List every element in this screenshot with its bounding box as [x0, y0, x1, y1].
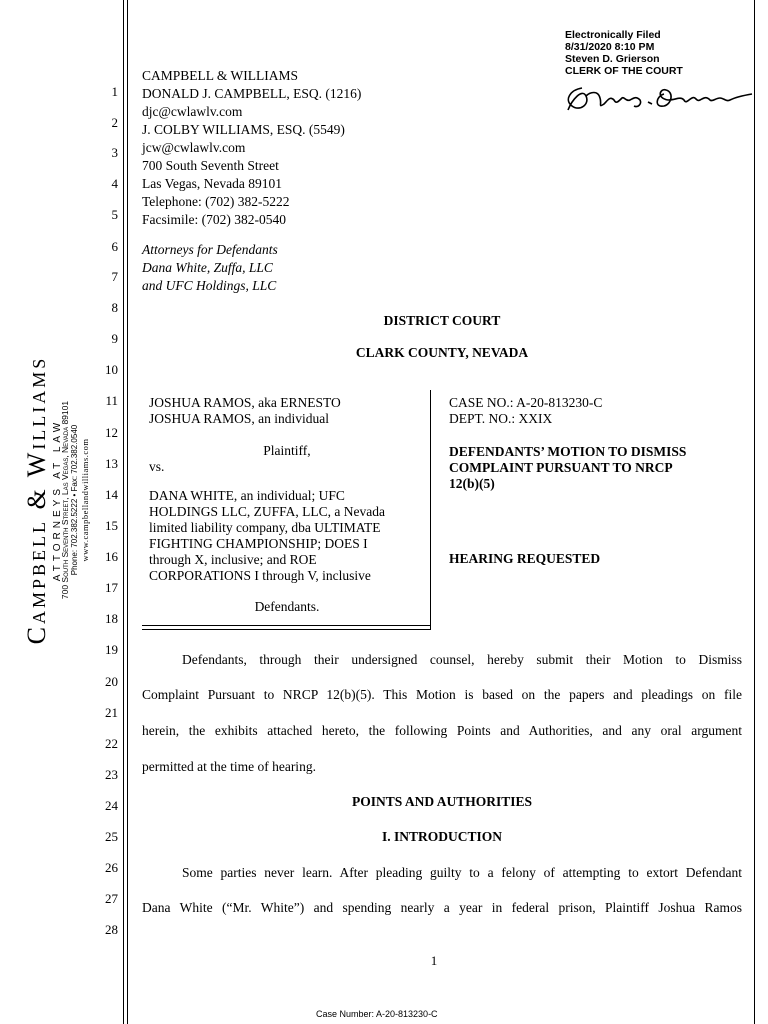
line-number: 28 [105, 922, 118, 937]
attorneys-for-3: and UFC Holdings, LLC [142, 278, 277, 293]
line-number: 13 [105, 456, 118, 471]
caption-bottom-rule-1 [142, 625, 431, 626]
counsel-block [142, 67, 361, 295]
hearing-requested: HEARING REQUESTED [449, 551, 601, 566]
counsel-email-1: djc@cwlawlv.com [142, 104, 243, 119]
counsel-city: Las Vegas, Nevada 89101 [142, 176, 282, 191]
line-number: 19 [105, 642, 118, 657]
line-number: 26 [105, 860, 118, 875]
court-county: CLARK COUNTY, NEVADA [355, 345, 529, 360]
sidebar-phones: Phone: 702.382.5222 • Fax: 702.382.0540 [70, 424, 79, 576]
caption-parties [149, 395, 341, 427]
sidebar-address: 700 South Seventh Street, Las Vegas, Nevada 89101 [60, 400, 70, 600]
sidebar-tagline: ATTORNEYS AT LAW [52, 418, 63, 582]
line-number: 16 [105, 549, 118, 564]
counsel-attorney-2: J. COLBY WILLIAMS, ESQ. (5549) [142, 122, 345, 137]
heading-points-authorities: POINTS AND AUTHORITIES [351, 794, 533, 809]
stamp-line-2: 8/31/2020 8:10 PM [565, 41, 655, 53]
para1-line-2: Complaint Pursuant to NRCP 12(b)(5). This Motion is based on the papers and pleadings on file [142, 687, 742, 702]
para1-line-3: herein, the exhibits attached hereto, the following Points and Authorities, and any oral argument [142, 723, 742, 738]
line-number: 3 [111, 145, 118, 160]
counsel-telephone: Telephone: (702) 382-5222 [142, 194, 290, 209]
caption-vs: vs. [149, 459, 165, 474]
stamp-line-4: CLERK OF THE COURT [565, 65, 683, 77]
defendant-line-4: FIGHTING CHAMPIONSHIP; DOES I [149, 536, 368, 551]
heading-introduction: I. INTRODUCTION [381, 829, 503, 844]
motion-title-line-1: DEFENDANTS’ MOTION TO DISMISS [449, 444, 687, 459]
margin-rule-right [754, 0, 755, 1024]
line-number: 27 [105, 891, 118, 906]
plaintiff-line-1: JOSHUA RAMOS, aka ERNESTO [149, 395, 341, 410]
sidebar-firm-name: Campbell & Williams [22, 355, 51, 645]
motion-title-line-2: COMPLAINT PURSUANT TO NRCP [449, 460, 673, 475]
caption-defendants [149, 488, 385, 584]
line-number: 9 [111, 331, 118, 346]
court-name: DISTRICT COURT [383, 313, 501, 328]
line-number: 6 [111, 239, 118, 254]
clerk-signature-icon [560, 78, 756, 118]
line-number: 17 [105, 580, 118, 595]
sidebar-website: www.campbellandwilliams.com [80, 438, 90, 562]
defendant-line-6: CORPORATIONS I through V, inclusive [149, 568, 371, 583]
counsel-facsimile: Facsimile: (702) 382-0540 [142, 212, 286, 227]
motion-title [449, 444, 686, 492]
line-number: 18 [105, 611, 118, 626]
motion-title-line-3: 12(b)(5) [449, 476, 495, 491]
counsel-street: 700 South Seventh Street [142, 158, 279, 173]
para2-line-2: Dana White (“Mr. White”) and spending nearly a year in federal prison, Plaintiff Joshua Ramos [142, 900, 742, 915]
para1-line-4: permitted at the time of hearing. [142, 759, 316, 774]
stamp-line-3: Steven D. Grierson [565, 53, 660, 65]
line-number: 21 [105, 705, 118, 720]
counsel-email-2: jcw@cwlawlv.com [142, 140, 246, 155]
line-number: 2 [111, 115, 118, 130]
line-number: 22 [105, 736, 118, 751]
line-number: 23 [105, 767, 118, 782]
line-number: 15 [105, 518, 118, 533]
line-number: 8 [111, 300, 118, 315]
line-number: 14 [105, 487, 118, 502]
line-number: 5 [111, 207, 118, 222]
line-number: 12 [105, 425, 118, 440]
line-number: 20 [105, 674, 118, 689]
caption-divider [430, 390, 431, 630]
defendants-label: Defendants. [254, 599, 320, 614]
para1-line-1: Defendants, through their undersigned counsel, hereby submit their Motion to Dismiss [182, 652, 742, 667]
plaintiff-line-2: JOSHUA RAMOS, an individual [149, 411, 330, 426]
para2-line-1: Some parties never learn. After pleading guilty to a felony of attempting to extort Defendant [182, 865, 742, 880]
line-number: 7 [111, 269, 118, 284]
case-info [449, 395, 602, 427]
line-number: 10 [105, 362, 118, 377]
counsel-firm: CAMPBELL & WILLIAMS [142, 68, 299, 83]
attorneys-for-2: Dana White, Zuffa, LLC [142, 260, 273, 275]
line-number: 4 [111, 176, 118, 191]
page-number: 1 [430, 953, 438, 968]
margin-rule-left-1 [123, 0, 124, 1024]
footer-case-number: Case Number: A-20-813230-C [316, 1009, 438, 1019]
defendant-line-1: DANA WHITE, an individual; UFC [149, 488, 345, 503]
plaintiff-label: Plaintiff, [263, 443, 311, 458]
defendant-line-3: limited liability company, dba ULTIMATE [149, 520, 381, 535]
line-number: 25 [105, 829, 118, 844]
filing-stamp [565, 29, 683, 77]
line-number: 11 [105, 393, 118, 408]
case-number: CASE NO.: A-20-813230-C [449, 395, 603, 410]
line-number: 24 [105, 798, 118, 813]
line-number: 1 [111, 84, 118, 99]
defendant-line-5: through X, inclusive; and ROE [149, 552, 317, 567]
attorneys-for-1: Attorneys for Defendants [142, 242, 278, 257]
dept-number: DEPT. NO.: XXIX [449, 411, 553, 426]
stamp-line-1: Electronically Filed [565, 29, 661, 41]
counsel-attorney-1: DONALD J. CAMPBELL, ESQ. (1216) [142, 86, 362, 101]
margin-rule-left-2 [127, 0, 128, 1024]
caption-bottom-rule-2 [142, 629, 431, 630]
defendant-line-2: HOLDINGS LLC, ZUFFA, LLC, a Nevada [149, 504, 385, 519]
